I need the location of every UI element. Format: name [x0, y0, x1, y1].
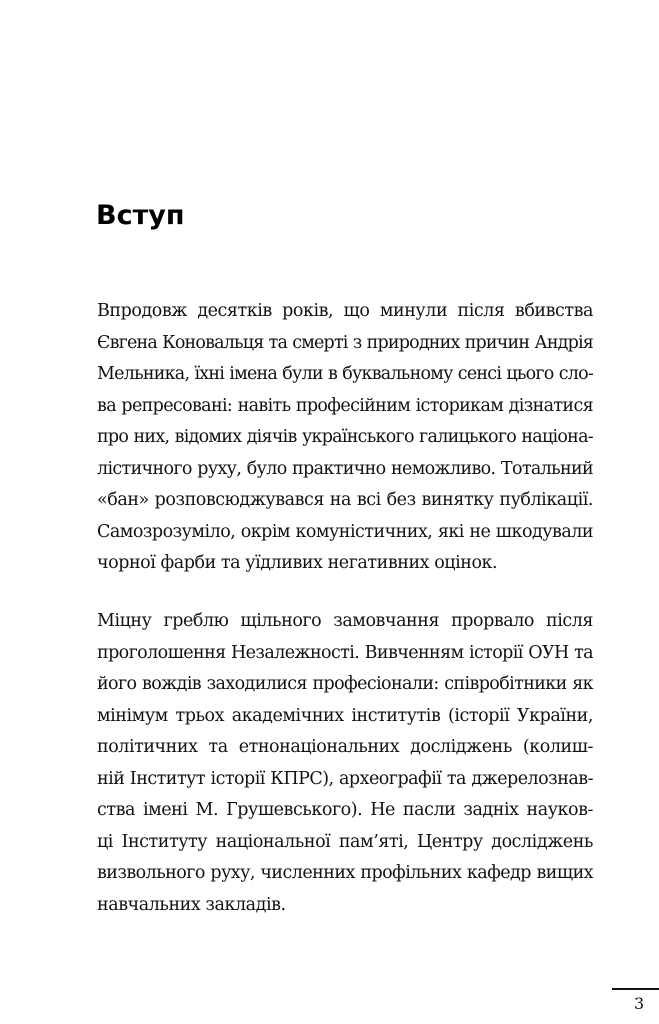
- text-line: Самозрозуміло, окрім комуністичних, які не шкодували: [97, 521, 593, 542]
- text-line: ства імені М. Грушевського). Не пасли задніх науков-: [97, 800, 593, 820]
- text-line: навчальних закладів.: [97, 894, 286, 915]
- paragraph-2: [97, 606, 593, 921]
- text-line: Мельника, їхні імена були в буквальному сенсі цього сло-: [97, 364, 593, 384]
- text-line: Впродовж десятків років, що минули після вбивства: [97, 301, 593, 321]
- text-line: ці Інституту національної пам’яті, Центру досліджень: [97, 831, 593, 852]
- text-line: чорної фарби та уїдливих негативних оцінок.: [97, 553, 498, 573]
- page-number: 3: [634, 994, 645, 1013]
- page-number-rule: [612, 988, 659, 990]
- text-line: політичних та етнонаціональних досліджень (колиш-: [97, 737, 593, 757]
- page-title: Вступ: [96, 200, 185, 231]
- text-line: «бан» розповсюджувався на всі без винятку публікації.: [97, 490, 593, 510]
- text-line: про них, відомих діячів українського галицького націона-: [97, 427, 593, 447]
- text-line: його вождів заходилися професіонали: співробітники як: [97, 674, 593, 694]
- text-line: лістичного руху, було практично неможливо. Тотальний: [97, 458, 593, 479]
- text-line: ва репресовані: навіть професійним історикам дізнатися: [97, 395, 593, 416]
- text-line: Євгена Коновальця та смерті з природних причин Андрія: [97, 332, 593, 353]
- text-line: ній Інститут історії КПРС), археографії та джерелознав-: [97, 768, 593, 789]
- text-line: мінімум трьох академічних інститутів (історії України,: [97, 705, 593, 726]
- paragraph-1: [97, 296, 593, 580]
- text-line: визвольного руху, численних профільних кафедр вищих: [97, 863, 593, 883]
- text-line: Міцну греблю щільного замовчання прорвало після: [97, 611, 593, 631]
- text-line: проголошення Незалежності. Вивченням історії ОУН та: [97, 642, 593, 663]
